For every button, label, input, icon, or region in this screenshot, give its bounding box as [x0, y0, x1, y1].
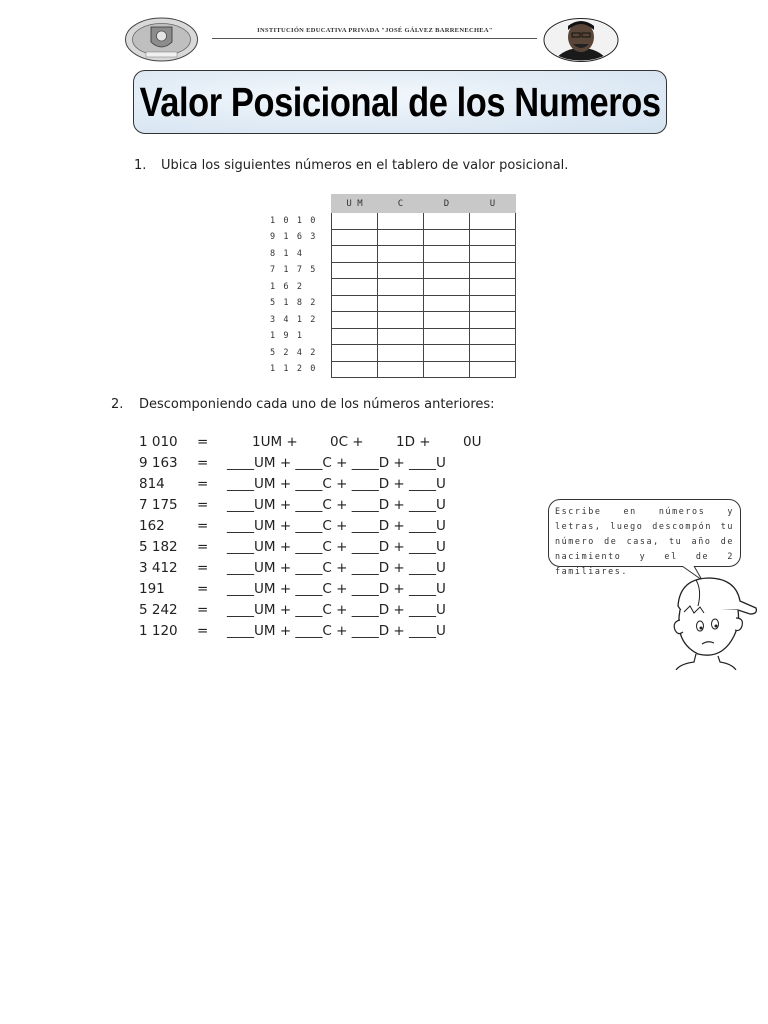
table-row: [332, 295, 516, 312]
table-cell[interactable]: [332, 279, 378, 296]
table-row-label: 7 1 7 5: [270, 265, 318, 275]
example-d: 1D +: [396, 434, 431, 450]
table-cell[interactable]: [424, 345, 470, 362]
table-row: [332, 279, 516, 296]
decomposition-number: 9 163: [139, 455, 178, 471]
equals-sign: =: [197, 518, 209, 534]
table-cell[interactable]: [424, 213, 470, 230]
equals-sign: =: [197, 623, 209, 639]
table-row: [332, 312, 516, 329]
table-cell[interactable]: [332, 262, 378, 279]
table-cell[interactable]: [332, 295, 378, 312]
table-cell[interactable]: [378, 361, 424, 378]
equals-sign: =: [197, 602, 209, 618]
school-crest-logo: [124, 17, 199, 62]
table-cell[interactable]: [332, 213, 378, 230]
decomposition-number: 1 120: [139, 623, 178, 639]
decomposition-number: 191: [139, 581, 165, 597]
decomposition-number: 162: [139, 518, 165, 534]
decomposition-blank-expression[interactable]: ____UM + ____C + ____D + ____U: [227, 602, 446, 618]
table-header-row: [332, 195, 516, 213]
equals-sign: =: [197, 476, 209, 492]
table-cell[interactable]: [470, 229, 516, 246]
table-row-label: 3 4 1 2: [270, 315, 318, 325]
place-value-table: [331, 194, 516, 378]
table-cell[interactable]: [378, 229, 424, 246]
table-row: [332, 361, 516, 378]
table-row: [332, 328, 516, 345]
decomposition-blank-expression[interactable]: ____UM + ____C + ____D + ____U: [227, 539, 446, 555]
table-cell[interactable]: [470, 246, 516, 263]
question-2-text: Descomponiendo cada uno de los números anteriores:: [139, 397, 495, 412]
table-row: [332, 213, 516, 230]
page-title: Valor Posicional de los Numeros: [139, 78, 661, 125]
table-cell[interactable]: [470, 361, 516, 378]
header-um: U M: [332, 195, 378, 213]
decomposition-number: 5 242: [139, 602, 178, 618]
table-cell[interactable]: [470, 312, 516, 329]
table-row-label: 9 1 6 3: [270, 232, 318, 242]
table-cell[interactable]: [378, 262, 424, 279]
table-cell[interactable]: [378, 279, 424, 296]
decomposition-number: 7 175: [139, 497, 178, 513]
header-c: C: [378, 195, 424, 213]
equals-sign: =: [197, 581, 209, 597]
title-banner: [133, 70, 667, 134]
decomposition-blank-expression[interactable]: ____UM + ____C + ____D + ____U: [227, 581, 446, 597]
header-u: U: [470, 195, 516, 213]
table-row-label: 1 9 1: [270, 331, 304, 341]
header-divider: [212, 38, 537, 39]
example-u: 0U: [463, 434, 482, 450]
decomposition-blank-expression[interactable]: ____UM + ____C + ____D + ____U: [227, 560, 446, 576]
school-name: INSTITUCIÓN EDUCATIVA PRIVADA "JOSÉ GÁLVEZ BARRENECHEA": [257, 27, 493, 34]
equals-sign: =: [197, 434, 209, 450]
table-row-label: 5 2 4 2: [270, 348, 318, 358]
table-cell[interactable]: [470, 262, 516, 279]
decomposition-number: 3 412: [139, 560, 178, 576]
cartoon-boy-illustration: [660, 566, 760, 670]
header-d: D: [424, 195, 470, 213]
table-cell[interactable]: [332, 312, 378, 329]
table-cell[interactable]: [424, 328, 470, 345]
decomposition-blank-expression[interactable]: ____UM + ____C + ____D + ____U: [227, 497, 446, 513]
table-cell[interactable]: [378, 312, 424, 329]
table-cell[interactable]: [424, 312, 470, 329]
table-row-label: 5 1 8 2: [270, 298, 318, 308]
table-cell[interactable]: [378, 345, 424, 362]
table-cell[interactable]: [470, 213, 516, 230]
table-cell[interactable]: [424, 229, 470, 246]
table-row: [332, 229, 516, 246]
table-cell[interactable]: [424, 246, 470, 263]
table-cell[interactable]: [332, 229, 378, 246]
decomposition-number: 814: [139, 476, 165, 492]
question-1-number: 1.: [134, 158, 147, 173]
equals-sign: =: [197, 539, 209, 555]
table-cell[interactable]: [378, 328, 424, 345]
speech-bubble-text: Escribe en números y letras, luego descompón tu número de casa, tu año de nacimiento y el de 2 familiares.: [555, 506, 734, 576]
table-cell[interactable]: [332, 246, 378, 263]
table-cell[interactable]: [378, 213, 424, 230]
table-cell[interactable]: [470, 295, 516, 312]
table-row-label: 8 1 4: [270, 249, 304, 259]
table-cell[interactable]: [332, 361, 378, 378]
equals-sign: =: [197, 497, 209, 513]
table-row: [332, 262, 516, 279]
table-cell[interactable]: [470, 345, 516, 362]
example-c: 0C +: [330, 434, 364, 450]
table-body: [332, 213, 516, 378]
table-cell[interactable]: [332, 328, 378, 345]
question-1-text: Ubica los siguientes números en el tablero de valor posicional.: [161, 158, 569, 173]
table-cell[interactable]: [424, 262, 470, 279]
decomposition-number: 1 010: [139, 434, 178, 450]
table-cell[interactable]: [424, 361, 470, 378]
table-cell[interactable]: [332, 345, 378, 362]
table-cell[interactable]: [470, 328, 516, 345]
table-row-label: 1 6 2: [270, 282, 304, 292]
table-row-label: 1 1 2 0: [270, 364, 318, 374]
table-row: [332, 246, 516, 263]
decomposition-blank-expression[interactable]: ____UM + ____C + ____D + ____U: [227, 455, 446, 471]
founder-portrait: [543, 18, 619, 62]
decomposition-blank-expression[interactable]: ____UM + ____C + ____D + ____U: [227, 518, 446, 534]
equals-sign: =: [197, 455, 209, 471]
speech-bubble: [548, 499, 741, 576]
decomposition-blank-expression[interactable]: ____UM + ____C + ____D + ____U: [227, 476, 446, 492]
question-2-number: 2.: [111, 397, 124, 412]
table-cell[interactable]: [424, 295, 470, 312]
table-cell[interactable]: [378, 246, 424, 263]
table-cell[interactable]: [378, 295, 424, 312]
equals-sign: =: [197, 560, 209, 576]
table-cell[interactable]: [470, 279, 516, 296]
example-um: 1UM +: [252, 434, 298, 450]
decomposition-blank-expression[interactable]: ____UM + ____C + ____D + ____U: [227, 623, 446, 639]
table-row: [332, 345, 516, 362]
decomposition-number: 5 182: [139, 539, 178, 555]
table-cell[interactable]: [424, 279, 470, 296]
table-row-label: 1 0 1 0: [270, 216, 318, 226]
